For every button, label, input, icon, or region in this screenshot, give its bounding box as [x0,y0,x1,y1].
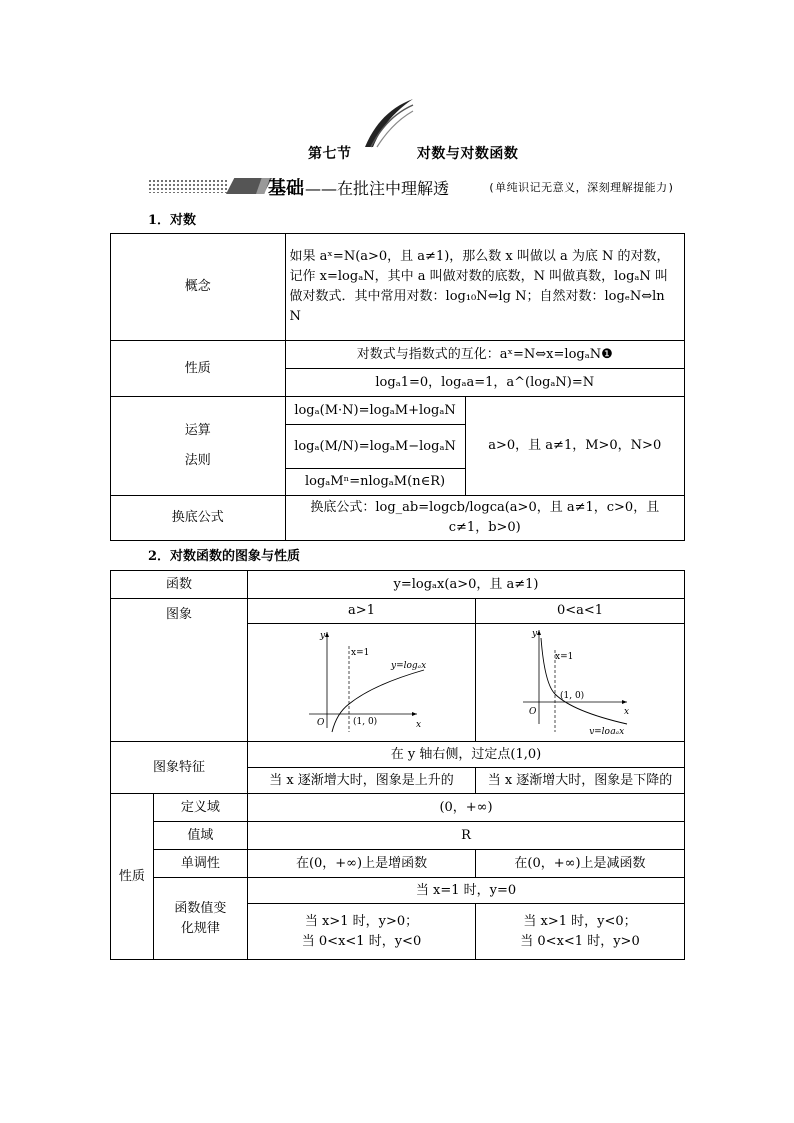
y-axis-arrow-icon [537,630,541,635]
graph-increasing-cell [248,624,476,742]
case-a-gt-1: a>1 [248,599,476,624]
foundation-banner [148,176,698,199]
rule-quotient: logₐ(M/N)=logₐM−logₐN [285,425,465,469]
log-curve-decreasing [541,638,627,724]
banner-phrase: ——在批注中理解透 [305,179,450,198]
graph-decreasing [477,624,684,734]
value-change-decreasing-line1: 当 x>1 时，y<0； [523,913,637,929]
y-axis-arrow-icon [325,632,329,637]
fixed-point-label: (1, 0) [559,691,584,701]
section-heading-logarithm: 1．对数 [148,213,197,228]
value-change-label-line2: 化规律 [180,920,220,936]
curve-label: y=logₐx [390,661,426,671]
value-change-label [153,878,247,960]
rule-product: logₐ(M·N)=logₐM+logₐN [285,397,465,425]
section-title: 对数与对数函数 [416,146,519,162]
asymptote-label: x=1 [554,652,573,662]
graph-label: 图象 [111,599,248,742]
graph-increasing [249,624,475,734]
rule-condition: a>0，且 a≠1，M>0，N>0 [465,397,685,496]
y-axis-label: y [319,631,325,641]
graph-feature-decreasing: 当 x 逐渐增大时，图象是下降的 [476,768,685,794]
y-axis-label: y [531,629,537,639]
origin-label: O [316,718,324,728]
function-label: 函数 [111,571,248,599]
graph-feature-common: 在 y 轴右侧，过定点(1,0) [248,742,685,768]
operation-label-line1: 运算 [184,423,211,438]
value-change-decreasing [476,904,685,960]
value-change-increasing-line2: 当 0<x<1 时，y<0 [301,933,422,949]
change-base-formula: 换底公式：log_ab=logcb/logca(a>0，且 a≠1，c>0，且 c≠1，b>0) [285,496,684,541]
section-heading-log-function: 2．对数函数的图象与性质 [148,549,301,564]
domain-label: 定义域 [153,794,247,822]
value-change-increasing-line1: 当 x>1 时，y>0； [304,913,419,929]
fixed-point-label: (1, 0) [352,717,377,727]
operation-rules-label [111,397,286,496]
domain-value: (0，+∞) [248,794,685,822]
concept-label: 概念 [111,234,286,341]
logarithm-table [110,233,685,541]
range-label: 值域 [153,822,247,850]
value-change-label-line1: 函数值变 [174,900,227,916]
banner-dots [148,179,228,193]
monotonicity-decreasing: 在(0，+∞)上是减函数 [476,850,685,878]
origin-label: O [528,707,536,717]
swoosh-decoration-icon [363,97,415,149]
graph-feature-label: 图象特征 [111,742,248,794]
value-change-common: 当 x=1 时，y=0 [248,878,685,904]
case-a-lt-1: 0<a<1 [476,599,685,624]
curve-label: y=logₐx [588,727,624,734]
log-curve-increasing [332,670,424,732]
log-function-table [110,570,685,960]
property-identities: logₐ1=0，logₐa=1，a^(logₐN)=N [285,369,684,397]
monotonicity-increasing: 在(0，+∞)上是增函数 [248,850,476,878]
x-axis-arrow-icon [412,712,417,716]
graph-feature-increasing: 当 x 逐渐增大时，图象是上升的 [248,768,476,794]
x-axis-arrow-icon [622,700,627,704]
value-change-increasing [248,904,476,960]
x-axis-label: x [415,720,421,730]
page-title [308,143,518,163]
concept-text: 如果 aˣ=N(a>0，且 a≠1)，那么数 x 叫做以 a 为底 N 的对数，记作 x=logₐN，其中 a 叫做对数的底数，N 叫做真数，logₐN 叫做对数式．其中常用对数：log₁₀N⇔lg N；自然对数：logₑN⇔ln N [285,234,684,341]
x-axis-label: x [623,707,629,717]
banner-keyword: 基础 [268,178,304,199]
range-value: R [248,822,685,850]
graph-decreasing-cell [476,624,685,742]
rule-power: logₐMⁿ=nlogₐM(n∈R) [285,469,465,496]
asymptote-label: x=1 [350,648,369,658]
monotonicity-label: 单调性 [153,850,247,878]
change-base-label: 换底公式 [111,496,286,541]
value-change-decreasing-line2: 当 0<x<1 时，y>0 [520,933,640,949]
properties-label: 性质 [111,794,154,960]
function-expression: y=logₐx(a>0，且 a≠1) [248,571,685,599]
property-label: 性质 [111,341,286,397]
banner-note: (单纯识记无意义，深刻理解提能力) [488,181,675,194]
property-conversion: 对数式与指数式的互化：aˣ=N⇔x=logₐN❶ [285,341,684,369]
operation-label-line2: 法则 [184,453,211,468]
section-number: 第七节 [308,146,352,162]
